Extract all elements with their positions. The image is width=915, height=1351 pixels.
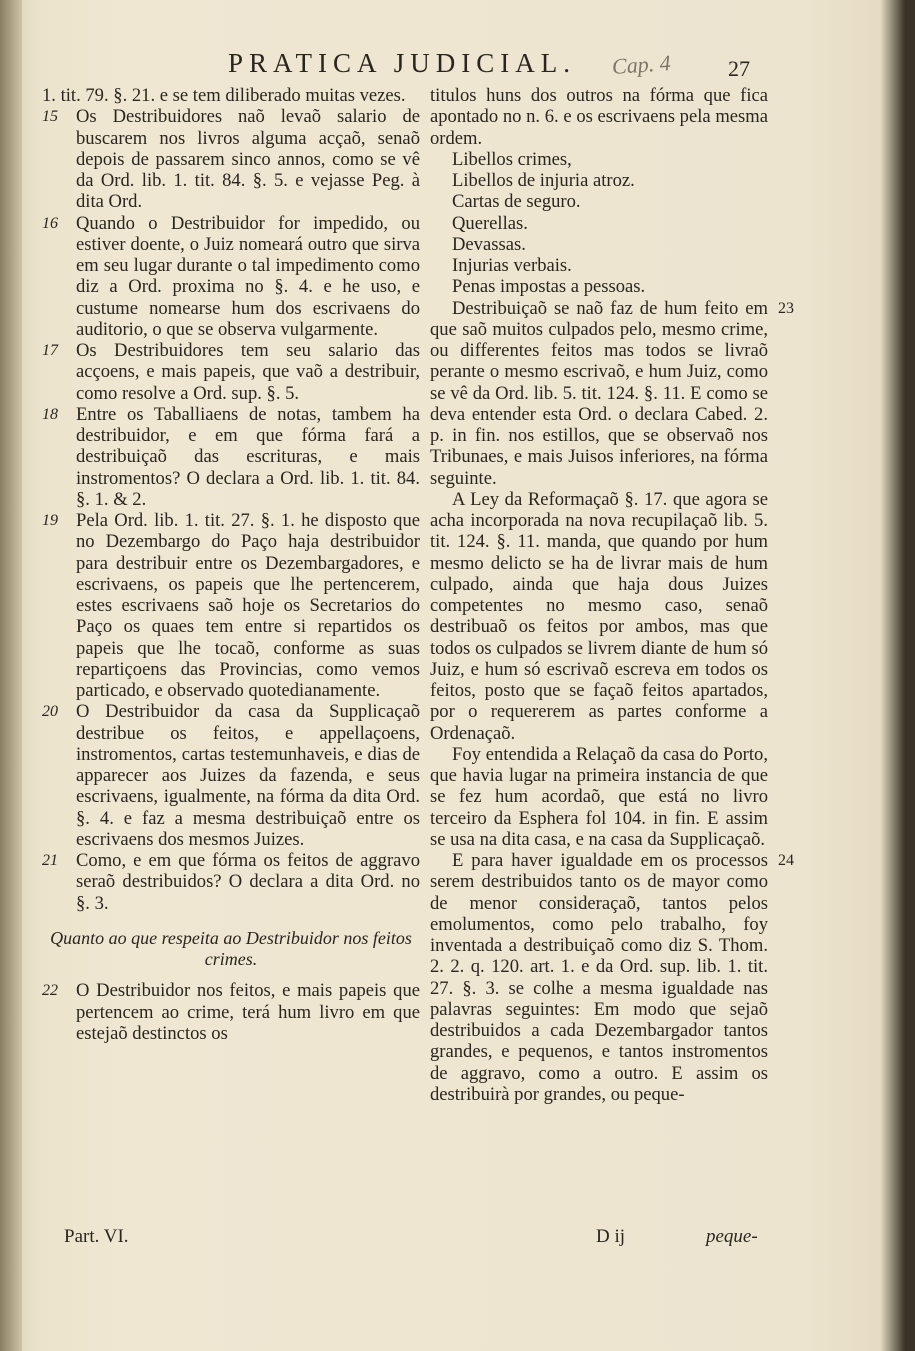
page-title: PRATICA JUDICIAL. <box>228 48 577 78</box>
list-item: Devassas. <box>452 233 526 255</box>
section-heading: Quanto ao que respeita ao Destribuidor nos feitos crimes. <box>50 927 412 969</box>
paragraph <box>430 489 768 744</box>
numbered-paragraph <box>42 404 420 510</box>
crime-type-list <box>430 149 768 298</box>
paragraph-number: 24 <box>778 852 794 869</box>
numbered-paragraph <box>42 213 420 341</box>
paragraph-number: 19 <box>42 512 58 529</box>
paragraph-number: 22 <box>42 982 58 1000</box>
paragraph-text: O Destribuidor nos feitos, e mais papeis que pertencem ao crime, terá hum livro em que estejaõ destinctos os <box>76 980 420 1044</box>
paragraph-text: Entre os Taballiaens de notas, tambem ha destribuidor, e em que fórma fará a destribuiçaõ das escrituras, e mais instromentos? O declara a Ord. lib. 1. tit. 84. §. 1. & 2. <box>76 403 420 510</box>
paragraph-text: A Ley da Reformaçaõ §. 17. que agora se acha incorporada na nova recupilaçaõ lib. 5. tit. 124. §. 11. manda, que quando por hum mesmo delicto se ha de livrar mais de hum culpado, ainda que haja dous Juizes competentes no mesmo caso, senaõ destribuaõ os feitos por ambos, mas que todos os culpados se livrem diante de hum só Juiz, e hum só escrivaõ escreva em todos os feitos, posto que se façaõ feitos apartados, por o requererem as partes conforme a Ordenaçaõ. <box>430 488 768 744</box>
paragraph-number: 18 <box>42 405 58 423</box>
paragraph-number: 16 <box>42 214 58 232</box>
paragraph-text: E para haver igualdade em os processos serem destribuidos tanto os de mayor como de menor consideraçaõ, tantos pelos emolumentos, como pelo trabalho, foy inventada a destribuiçaõ como diz S. Thom. 2. 2. q. 120. art. 1. e da Ord. sup. lib. 1. tit. 27. §. 3. se colhe a mesma igualdade nas palavras seguintes: Em modo que sejaõ destribuidos a cada Dezembargador tantos grandes, e pequenos, e tantos instromentos de aggravo, como a outro. E assim os destribuirà por grandes, ou peque- <box>430 850 768 1105</box>
numbered-paragraph <box>430 297 794 489</box>
catchword: peque- <box>706 1226 758 1247</box>
paragraph-number: 17 <box>42 342 58 359</box>
list-item: Libellos crimes, <box>452 148 572 170</box>
paragraph <box>430 744 768 850</box>
part-label: Part. VI. <box>64 1226 129 1247</box>
paragraph-number: 20 <box>42 703 58 721</box>
numbered-paragraph <box>42 701 420 850</box>
book-gutter <box>0 0 22 1351</box>
paragraph-text: Como, e em que fórma os feitos de aggravo seraõ destribuidos? O declara a dita Ord. no §. 3. <box>76 850 420 914</box>
left-column <box>42 85 420 1044</box>
paragraph-text: O Destribuidor da casa da Supplicaçaõ destribue os feitos, e appellaçoens, instromentos, cartas testemunhaveis, e dias de apparecer aos Juizes da fazenda, e seus escrivaens, igualmente, na fórma da dita Ord. §. 4. e faz a mesma destribuiçaõ entre os escrivaens dos mesmos Juizes. <box>76 701 420 850</box>
numbered-paragraph <box>42 340 420 404</box>
numbered-paragraph <box>42 106 420 212</box>
right-column <box>430 85 794 1105</box>
numbered-paragraph <box>42 510 420 701</box>
signature-mark: D ij <box>596 1226 626 1247</box>
paragraph-text: Quando o Destribuidor for impedido, ou estiver doente, o Juiz nomeará outro que sirva em seu lugar durante o tal impedimento como diz a Ord. proxima no §. 4. e he uso, e custume nomearse hum dos escrivaens do auditorio, o que se observa vulgarmente. <box>76 212 420 340</box>
paragraph-text: Os Destribuidores naõ levaõ salario de buscarem nos livros alguma acçaõ, senaõ depois de passarem sinco annos, como se vê da Ord. lib. 1. tit. 84. §. 5. e vejasse Peg. à dita Ord. <box>76 106 420 213</box>
page-footer <box>0 1226 800 1256</box>
paragraph-number: 23 <box>778 299 794 317</box>
handwritten-note: Cap. 4 <box>611 49 672 80</box>
list-item: Cartas de seguro. <box>452 191 581 213</box>
numbered-paragraph <box>430 850 794 1105</box>
paragraph-text: 1. tit. 79. §. 21. e se tem diliberado muitas vezes. <box>42 85 406 106</box>
paragraph-text: Os Destribuidores tem seu salario das acçoens, e mais papeis, que vaõ a destribuir, como resolve a Ord. sup. §. 5. <box>76 340 420 404</box>
paragraph <box>430 85 768 149</box>
running-head <box>0 48 800 88</box>
paragraph-text: Destribuiçaõ se naõ faz de hum feito em que saõ muitos culpados pelo, mesmo crime, ou differentes feitos mas todos se livraõ perante o mesmo escrivaõ, e hum Juiz, como se vê da Ord. lib. 5. tit. 124. §. 11. E como se deva entender esta Ord. o declara Cabed. 2. p. in fin. nos estillos, que se observaõ nos Tribunaes, e mais Juisos inferiores, na fórma seguinte. <box>430 297 768 489</box>
list-item: Injurias verbais. <box>452 255 572 276</box>
paragraph-number: 15 <box>42 108 58 126</box>
paragraph-text: Foy entendida a Relaçaõ da casa do Porto, que havia lugar na primeira instancia de que se fez hum acordaõ, que está no livro terceiro da Esphera fol 104. in fin. E assim se usa na dita casa, e na casa da Supplicaçaõ. <box>430 743 768 850</box>
numbered-paragraph <box>42 850 420 914</box>
list-item: Querellas. <box>452 212 528 234</box>
numbered-paragraph <box>42 980 420 1044</box>
paragraph-text: Pela Ord. lib. 1. tit. 27. §. 1. he disposto que no Dezembargo do Paço haja destribuidor para destribuir entre os Dezembargadores, e escrivaens, os papeis que lhe pertencerem, estes escrivaens saõ hoje os Secretarios do Paço os quaes tem entre si repartidos os papeis que lhe tocaõ, conforme as suas repartiçoens das Provincias, como vemos particado, e observado quotedianamente. <box>76 510 420 701</box>
page-number: 27 <box>728 56 750 81</box>
list-item: Libellos de injuria atroz. <box>452 170 635 191</box>
list-item: Penas impostas a pessoas. <box>452 276 646 298</box>
paragraph-number: 21 <box>42 852 58 869</box>
paragraph-text: titulos huns dos outros na fórma que fica apontado no n. 6. e os escrivaens pela mesma ordem. <box>430 85 768 149</box>
paragraph <box>42 85 420 106</box>
